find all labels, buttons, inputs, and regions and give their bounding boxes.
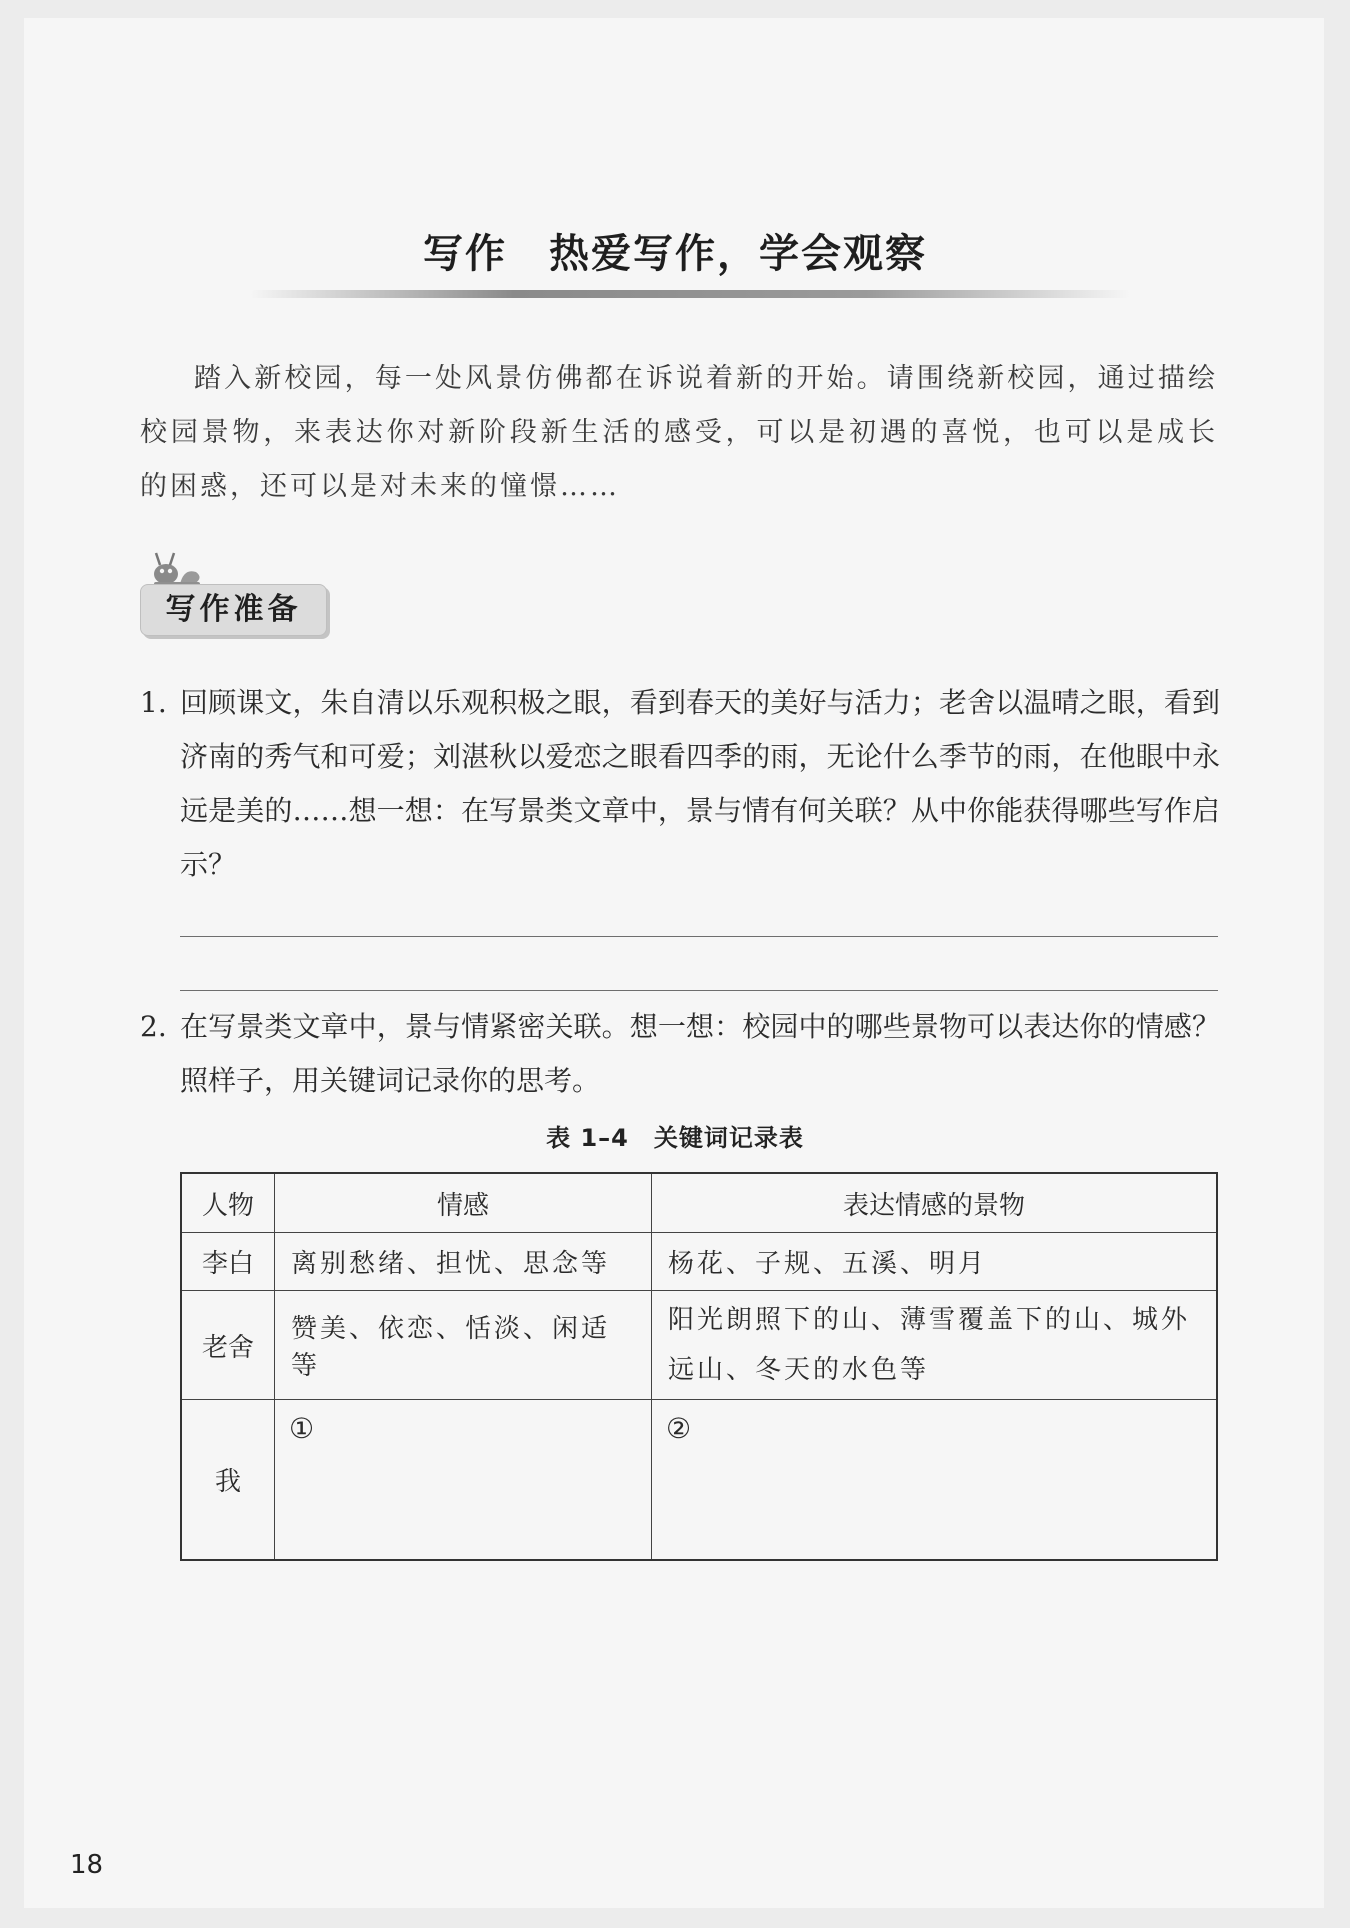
title-underline bbox=[250, 290, 1130, 298]
question-number: 2. bbox=[140, 1010, 167, 1043]
question-text: 回顾课文，朱自清以乐观积极之眼，看到春天的美好与活力；老舍以温晴之眼，看到济南的秀气和可爱；刘湛秋以爱恋之眼看四季的雨，无论什么季节的雨，在他眼中永远是美的……想一想：在写景类文章中，景与情有何关联？从中你能获得哪些写作启示？ bbox=[180, 686, 1220, 881]
table-caption: 表 1–4 关键词记录表 bbox=[546, 1124, 804, 1152]
question-number: 1. bbox=[140, 686, 167, 719]
answer-line[interactable] bbox=[180, 990, 1218, 991]
cell-person: 老舍 bbox=[181, 1291, 275, 1400]
table-header-row bbox=[181, 1173, 1217, 1233]
keyword-table bbox=[180, 1172, 1218, 1561]
question-text: 在写景类文章中，景与情紧密关联。想一想：校园中的哪些景物可以表达你的情感？照样子，用关键词记录你的思考。 bbox=[180, 1010, 1220, 1097]
cell-scenery: 阳光朗照下的山、薄雪覆盖下的山、城外远山、冬天的水色等 bbox=[652, 1291, 1218, 1400]
table-row bbox=[181, 1291, 1217, 1400]
cell-person: 我 bbox=[181, 1400, 275, 1560]
cell-emotion: 离别愁绪、担忧、思念等 bbox=[275, 1233, 652, 1291]
cell-scenery: 杨花、子规、五溪、明月 bbox=[652, 1233, 1218, 1291]
page-title: 写作 热爱写作，学会观察 bbox=[423, 231, 927, 277]
header-emotion: 情感 bbox=[275, 1173, 652, 1233]
header-person: 人物 bbox=[181, 1173, 275, 1233]
section-badge: 写作准备 bbox=[140, 584, 327, 636]
snail-icon bbox=[150, 548, 204, 588]
cell-emotion-input[interactable]: ① bbox=[275, 1400, 652, 1560]
answer-line[interactable] bbox=[180, 936, 1218, 937]
cell-emotion: 赞美、依恋、恬淡、闲适等 bbox=[275, 1291, 652, 1400]
cell-scenery-input[interactable]: ② bbox=[652, 1400, 1218, 1560]
table-row bbox=[181, 1400, 1217, 1560]
question-2 bbox=[140, 1000, 1220, 1108]
table-row bbox=[181, 1233, 1217, 1291]
question-1 bbox=[140, 676, 1220, 892]
intro-paragraph: 踏入新校园，每一处风景仿佛都在诉说着新的开始。请围绕新校园，通过描绘校园景物，来表达你对新阶段新生活的感受，可以是初遇的喜悦，也可以是成长的困惑，还可以是对未来的憧憬…… bbox=[140, 363, 1218, 502]
page-background bbox=[24, 18, 1324, 1908]
cell-person: 李白 bbox=[181, 1233, 275, 1291]
page-number: 18 bbox=[70, 1850, 104, 1880]
header-scenery: 表达情感的景物 bbox=[652, 1173, 1218, 1233]
